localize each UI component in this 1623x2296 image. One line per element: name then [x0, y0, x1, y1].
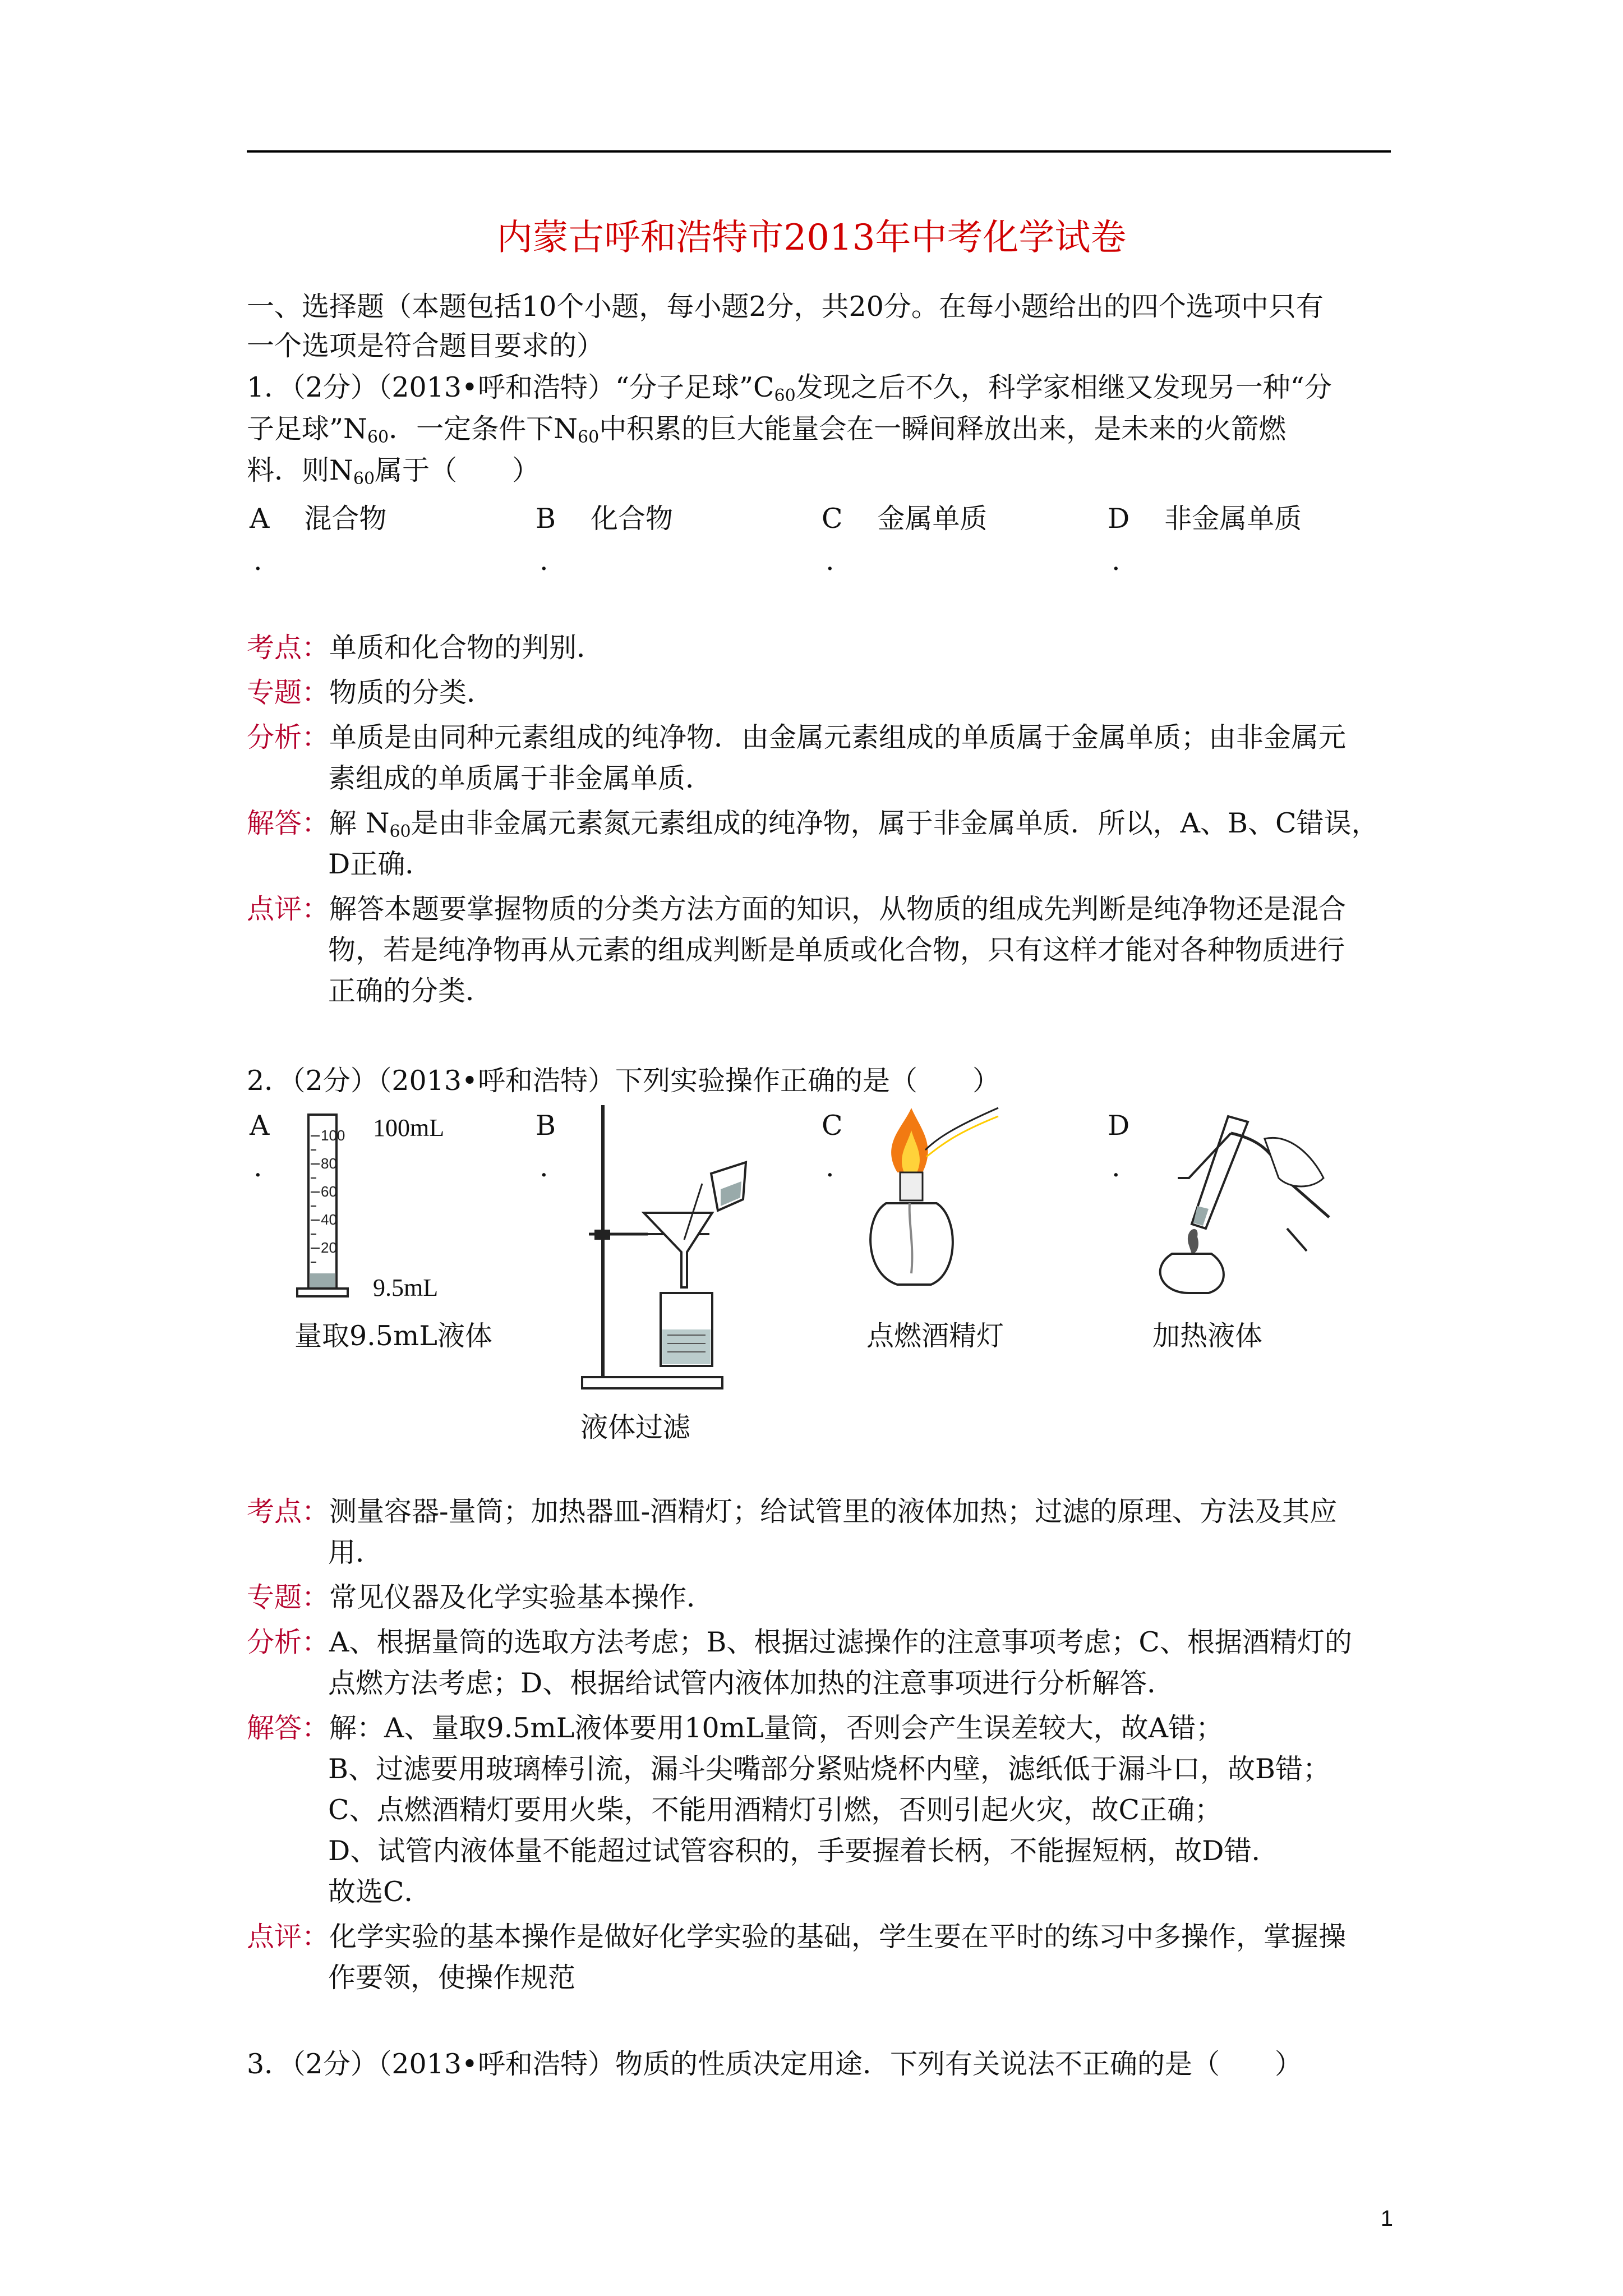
q2-jieda-line-2: B、过滤要用玻璃棒引流，漏斗尖嘴部分紧贴烧杯内壁，滤纸低于漏斗口，故B错；: [328, 1753, 1331, 1785]
heating-test-tube-icon: [1144, 1116, 1346, 1296]
q1-dianping-cont-2: 正确的分类．: [328, 975, 494, 1007]
q1-option-dot: .: [253, 545, 262, 577]
q2-option-d-letter[interactable]: D: [1108, 1110, 1130, 1142]
q1-fenxi: 分析：单质是由同种元素组成的纯净物．由金属元素组成的单质属于金属单质；由非金属元: [247, 721, 1347, 753]
q2-option-dot: .: [826, 1151, 834, 1183]
q2-caption-a: 量取9.5mL液体: [294, 1320, 492, 1352]
filtration-apparatus-icon: [578, 1099, 746, 1391]
q2-jieda-line-5: 故选C．: [328, 1876, 432, 1908]
q2-fenxi-cont: 点燃方法考虑；D、根据给试管内液体加热的注意事项进行分析解答．: [328, 1667, 1175, 1699]
q1-option-c[interactable]: C 金属单质: [822, 503, 988, 535]
q1-dianping-cont-1: 物，若是纯净物再从元素的组成判断是单质或化合物，只有这样才能对各种物质进行: [328, 934, 1345, 966]
q2-jieda-line-3: C、点燃酒精灯要用火柴，不能用酒精灯引燃，否则引起火灾，故C正确；: [328, 1794, 1222, 1826]
q1-jieda-cont: D正确．: [328, 848, 433, 880]
cylinder-tick: 60: [321, 1183, 337, 1200]
q2-option-a-letter[interactable]: A: [250, 1110, 270, 1142]
q1-jieda: 解答：解 $N_{60}$是由非金属元素氮元素组成的纯净物，属于非金属单质．所以，A、B、C错误，: [247, 807, 1379, 841]
q1-option-dot: .: [826, 545, 834, 577]
q1-option-a[interactable]: A 混合物: [250, 503, 387, 535]
page-number: 1: [1380, 2206, 1393, 2231]
q2-option-dot: .: [253, 1151, 262, 1183]
graduated-cylinder-icon: [292, 1108, 471, 1310]
q1-dianping: 点评：解答本题要掌握物质的分类方法方面的知识，从物质的组成先判断是纯净物还是混合: [247, 893, 1347, 925]
q1-option-dot: .: [540, 545, 548, 577]
section-heading-line-1: 一、选择题（本题包括10个小题，每小题2分，共20分。在每小题给出的四个选项中只有: [247, 291, 1324, 323]
q2-fenxi: 分析：A、根据量筒的选取方法考虑；B、根据过滤操作的注意事项考虑；C、根据酒精灯的: [247, 1626, 1352, 1658]
q2-caption-b: 液体过滤: [580, 1411, 691, 1443]
q1-stem-line-2: 子足球$”N_{60}$．一定条件下$N_{60}$中积累的巨大能量会在一瞬间释放出来，是未来的火箭燃: [247, 413, 1287, 447]
q2-option-b-letter[interactable]: B: [536, 1110, 556, 1142]
q1-zhuanti: 专题：物质的分类．: [247, 677, 495, 708]
q2-option-c-letter[interactable]: C: [822, 1110, 843, 1142]
q1-option-d[interactable]: D 非金属单质: [1108, 503, 1302, 535]
q2-zhuanti: 专题：常见仪器及化学实验基本操作．: [247, 1581, 714, 1613]
cylinder-tick: 80: [321, 1155, 337, 1172]
q2-jieda-line-4: D、试管内液体量不能超过试管容积的，手要握着长柄，不能握短柄，故D错．: [328, 1835, 1279, 1867]
q2-dianping: 点评：化学实验的基本操作是做好化学实验的基础，学生要在平时的练习中多操作，掌握操: [247, 1921, 1347, 1953]
q1-stem-line-3: 料．则$N_{60}$属于（ ）: [247, 454, 540, 489]
q1-stem-line-1: 1．（2分）（2013•呼和浩特）“分子足球$”C_{60}$发现之后不久，科学家相继又发现另一种“分: [247, 371, 1332, 406]
q1-option-b[interactable]: B 化合物: [536, 503, 674, 535]
cylinder-top-label: 100mL: [373, 1114, 445, 1142]
q3-stem: 3．（2分）（2013•呼和浩特）物质的性质决定用途．下列有关说法不正确的是（ ）: [247, 2048, 1302, 2080]
q2-kaodian: 考点：测量容器-量筒；加热器皿-酒精灯；给试管里的液体加热；过滤的原理、方法及其应: [247, 1496, 1338, 1527]
header-rule: [247, 150, 1391, 153]
exam-title: 内蒙古呼和浩特市2013年中考化学试卷: [496, 217, 1127, 259]
q1-kaodian: 考点：单质和化合物的判别．: [247, 632, 605, 664]
q2-jieda: 解答：解：A、量取9.5mL液体要用10mL量筒，否则会产生误差较大，故A错；: [247, 1712, 1224, 1744]
cylinder-bottom-label: 9.5mL: [373, 1274, 439, 1301]
cylinder-tick: 100: [321, 1127, 345, 1144]
q2-caption-c: 点燃酒精灯: [866, 1320, 1004, 1352]
q1-fenxi-cont: 素组成的单质属于非金属单质．: [328, 762, 713, 794]
q2-kaodian-cont: 用．: [328, 1536, 384, 1568]
q2-stem: 2．（2分）（2013•呼和浩特）下列实验操作正确的是（ ）: [247, 1065, 1000, 1097]
q2-option-dot: .: [1112, 1151, 1121, 1183]
q2-option-dot: .: [540, 1151, 548, 1183]
q2-dianping-cont: 作要领，使操作规范: [328, 1962, 576, 1994]
alcohol-lamp-icon: [858, 1105, 1038, 1296]
section-heading-line-2: 一个选项是符合题目要求的）: [247, 330, 605, 362]
cylinder-tick: 40: [321, 1211, 337, 1228]
cylinder-tick: 20: [321, 1239, 337, 1256]
q2-caption-d: 加热液体: [1152, 1320, 1263, 1352]
q1-option-dot: .: [1112, 545, 1121, 577]
